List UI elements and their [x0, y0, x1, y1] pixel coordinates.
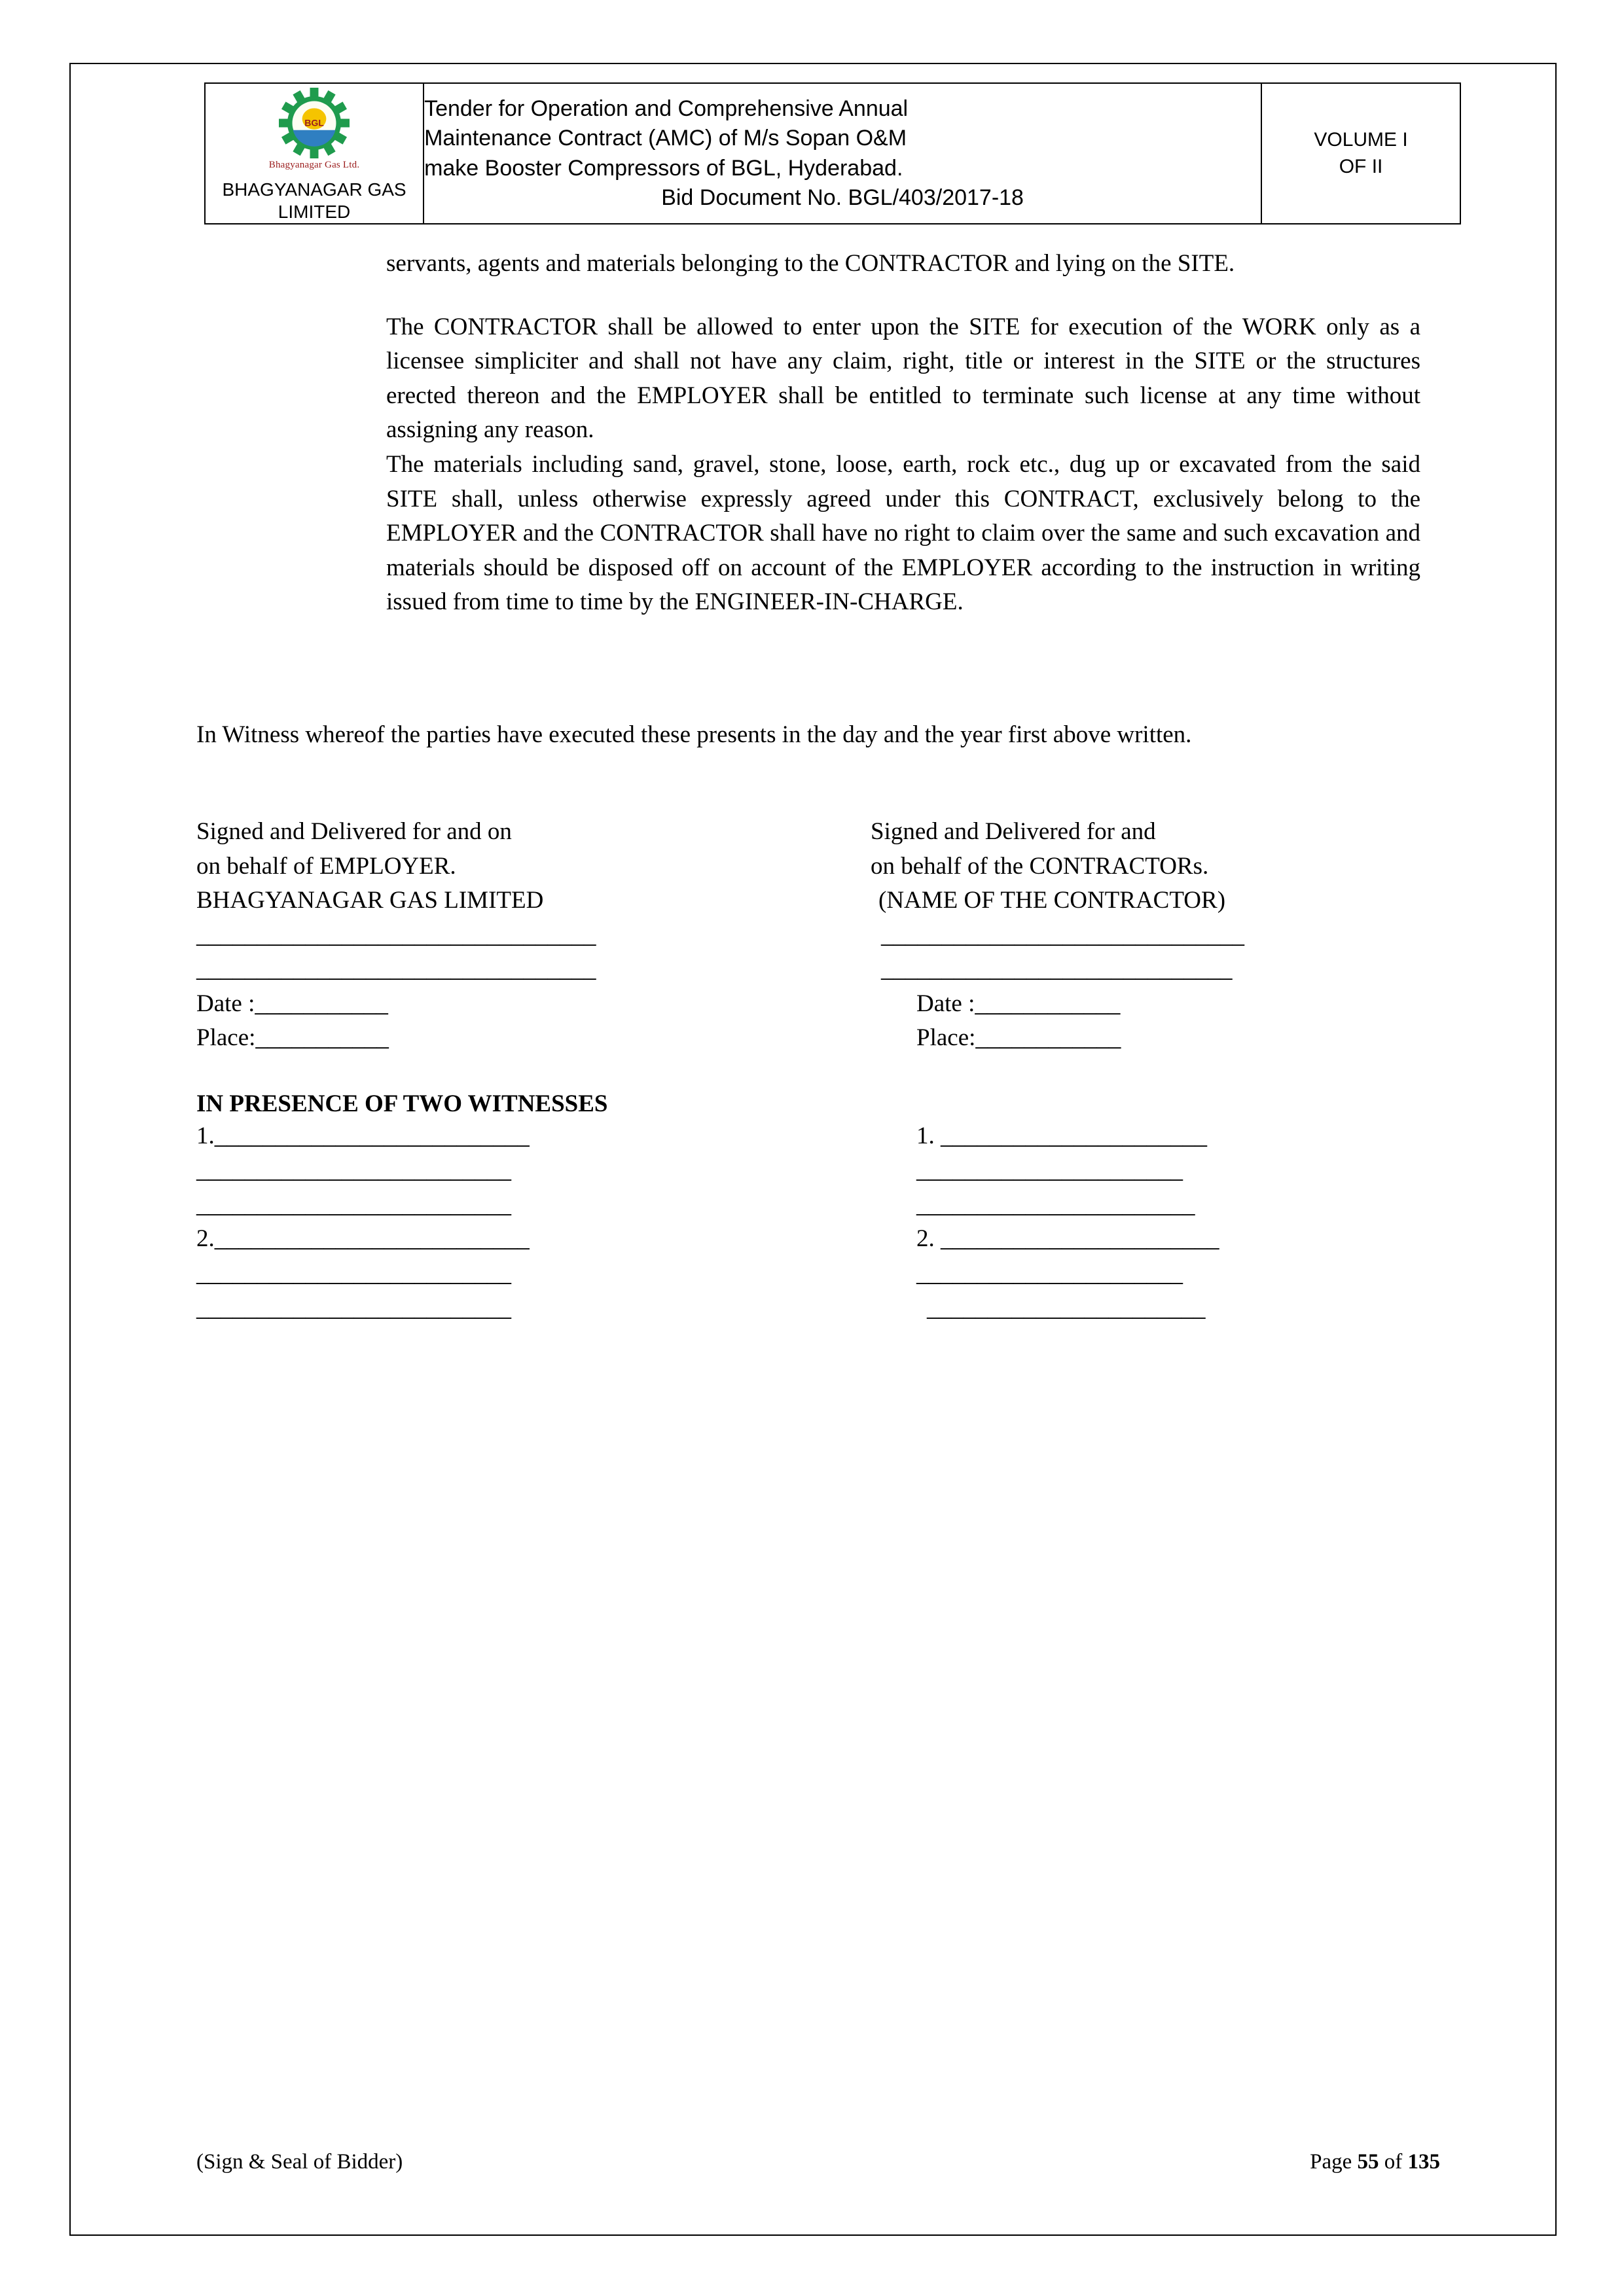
footer-page-mid: of	[1379, 2150, 1408, 2174]
witness-column-left	[196, 1119, 871, 1325]
witness-left-line-1[interactable]: 1.__________________________	[196, 1122, 530, 1149]
witness-right-line-5[interactable]: ______________________	[916, 1260, 1183, 1287]
witness-right-line-2[interactable]: ______________________	[916, 1157, 1183, 1184]
witness-right-line-3[interactable]: _______________________	[916, 1191, 1195, 1218]
employer-place-field[interactable]: Place:___________	[196, 1024, 389, 1052]
document-header-table	[204, 82, 1461, 224]
header-title-cell	[424, 83, 1261, 224]
header-bid-document-no: Bid Document No. BGL/403/2017-18	[661, 185, 1024, 210]
contractor-rule-2: _____________________________	[881, 956, 1233, 983]
signature-block	[196, 815, 1440, 1056]
witness-left-line-6[interactable]: __________________________	[196, 1294, 511, 1321]
spacer	[196, 1056, 1440, 1090]
document-body	[196, 247, 1440, 1325]
contractor-name-placeholder: (NAME OF THE CONTRACTOR)	[878, 887, 1226, 914]
witness-right-line-4[interactable]: 2. _______________________	[916, 1225, 1219, 1253]
employer-rule-2: _________________________________	[196, 956, 596, 983]
paragraph-3: The materials including sand, gravel, stone, loose, earth, rock etc., dug up or excavated from the said SITE shall, unless otherwise expressly agreed under this CONTRACT, exclusively belong to the EMPLOYER and the CONTRACTOR shall have no right to claim over the same and such excavation and materials should be disposed off on account of the EMPLOYER according to the instruction in writing issued from time to time by the ENGINEER-IN-CHARGE.	[386, 450, 1420, 616]
volume-line1: VOLUME I	[1314, 129, 1408, 151]
header-title-line1: Tender for Operation and Comprehensive Annual	[424, 96, 909, 122]
header-volume-cell	[1261, 83, 1460, 224]
contractor-sign-line1: Signed and Delivered for and	[871, 818, 1156, 846]
employer-rule-1: _________________________________	[196, 921, 596, 948]
footer-page-number	[1310, 2150, 1440, 2174]
paragraph-2: The CONTRACTOR shall be allowed to enter upon the SITE for execution of the WORK only as a licensee simpliciter and shall not have any claim, right, title or interest in the SITE or the structures erected thereon and the EMPLOYER shall be entitled to terminate such license at any time without assigning any reason.	[386, 313, 1420, 444]
bgl-logo	[206, 88, 423, 223]
logo-company-line1: BHAGYANAGAR GAS	[222, 179, 406, 200]
bgl-gear-icon	[279, 88, 350, 158]
footer-page-prefix: Page	[1310, 2150, 1358, 2174]
contractor-sign-line2: on behalf of the CONTRACTORs.	[871, 852, 1209, 880]
contractor-place-field[interactable]: Place:____________	[916, 1024, 1121, 1052]
contractor-rule-1: ______________________________	[881, 921, 1244, 948]
employer-sign-line3: BHAGYANAGAR GAS LIMITED	[196, 887, 544, 914]
footer-sign-seal: (Sign & Seal of Bidder)	[196, 2150, 403, 2174]
witness-left-line-2[interactable]: __________________________	[196, 1157, 511, 1184]
spacer	[196, 620, 1440, 718]
witness-right-line-1[interactable]: 1. ______________________	[916, 1122, 1207, 1149]
volume-line2: OF II	[1339, 155, 1383, 177]
witness-section-title: IN PRESENCE OF TWO WITNESSES	[196, 1090, 608, 1117]
employer-date-field[interactable]: Date :___________	[196, 990, 388, 1017]
witness-left-line-3[interactable]: __________________________	[196, 1191, 511, 1218]
logo-company-name	[206, 179, 423, 223]
signature-contractor	[871, 815, 1440, 1056]
paragraph-1: servants, agents and materials belonging to the CONTRACTOR and lying on the SITE.	[386, 250, 1235, 278]
employer-sign-line2: on behalf of EMPLOYER.	[196, 852, 456, 880]
signature-employer	[196, 815, 871, 1056]
header-title-line3: make Booster Compressors of BGL, Hyderabad.	[424, 155, 903, 181]
logo-caption: Bhagyanagar Gas Ltd.	[268, 160, 360, 170]
paragraph-witness-intro: In Witness whereof the parties have executed these presents in the day and the year first above written.	[196, 721, 1192, 748]
contractor-date-field[interactable]: Date :____________	[916, 990, 1121, 1017]
witness-left-line-4[interactable]: 2.__________________________	[196, 1225, 530, 1253]
header-title-line2: Maintenance Contract (AMC) of M/s Sopan O&M	[424, 126, 907, 151]
logo-company-line2: LIMITED	[278, 202, 351, 223]
spacer	[196, 752, 1440, 815]
witness-right-line-6[interactable]: _______________________	[927, 1294, 1206, 1321]
footer-current-page: 55	[1357, 2150, 1379, 2174]
witness-left-line-5[interactable]: __________________________	[196, 1260, 511, 1287]
witness-column-right	[871, 1119, 1440, 1325]
witness-block	[196, 1119, 1440, 1325]
page-content	[196, 82, 1440, 1325]
svg-text:BGL: BGL	[304, 117, 324, 128]
footer-total-pages: 135	[1407, 2150, 1440, 2174]
page-footer	[196, 2150, 1440, 2174]
employer-sign-line1: Signed and Delivered for and on	[196, 818, 512, 846]
header-logo-cell	[205, 83, 424, 224]
